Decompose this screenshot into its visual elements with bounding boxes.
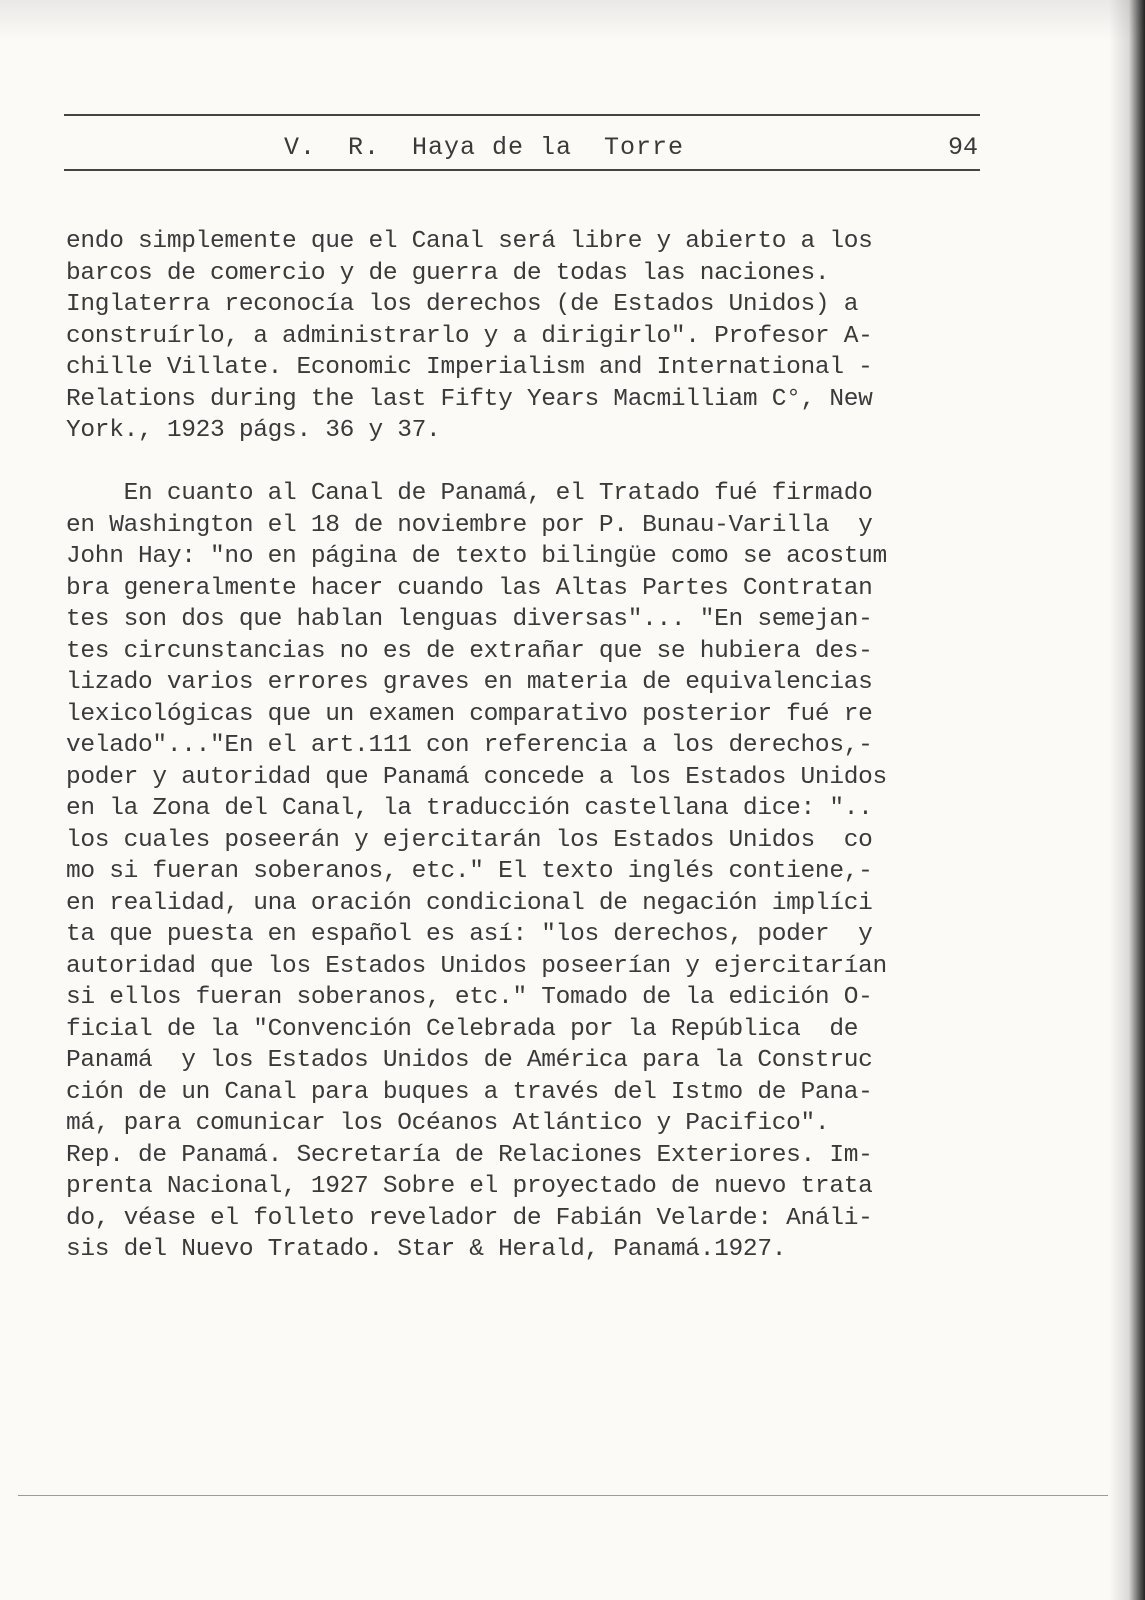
page-edge-shadow	[1109, 0, 1145, 1600]
text-line: endo simplemente que el Canal será libre y abierto a los	[66, 228, 873, 255]
text-line: poder y autoridad que Panamá concede a los Estados Unidos	[66, 763, 887, 791]
text-line: tes son dos que hablan lenguas diversas"... "En semejan-	[66, 606, 873, 633]
text-line: tes circunstancias no es de extrañar que se hubiera des-	[66, 637, 873, 665]
text-line: John Hay: "no en página de texto bilingüe como se acostum	[66, 543, 887, 570]
text-line: Relations during the last Fifty Years Macmilliam C°, New	[66, 385, 873, 413]
text-line: bra generalmente hacer cuando las Altas Partes Contratan	[66, 574, 873, 602]
text-line: York., 1923 págs. 36 y 37.	[66, 417, 441, 444]
text-line: en realidad, una oración condicional de negación implíci	[66, 889, 873, 917]
running-header	[64, 130, 980, 166]
text-line: en la Zona del Canal, la traducción castellana dice: "..	[66, 795, 873, 822]
text-line: Inglaterra reconocía los derechos (de Estados Unidos) a	[66, 291, 859, 318]
footnote-text	[66, 226, 1026, 1266]
header-author: V. R. Haya de la Torre	[284, 133, 685, 162]
text-line: en Washington el 18 de noviembre por P. Bunau-Varilla y	[66, 511, 873, 539]
text-line: Panamá y los Estados Unidos de América para la Construc	[66, 1047, 873, 1074]
text-line: En cuanto al Canal de Panamá, el Tratado fué firmado	[66, 480, 873, 507]
header-rule-top	[64, 114, 980, 116]
text-line: sis del Nuevo Tratado. Star & Herald, Panamá.1927.	[66, 1236, 787, 1263]
text-line: chille Villate. Economic Imperialism and International -	[66, 354, 873, 381]
text-line: má, para comunicar los Océanos Atlántico y Pacifico".	[66, 1110, 830, 1137]
text-line: velado"..."En el art.111 con referencia a los derechos,-	[66, 732, 873, 759]
text-line: si ellos fueran soberanos, etc." Tomado de la edición O-	[66, 984, 873, 1011]
paragraph-gap	[66, 447, 1026, 479]
text-line: construírlo, a administrarlo y a dirigirlo". Profesor A-	[66, 322, 873, 350]
text-line: prenta Nacional, 1927 Sobre el proyectado de nuevo trata	[66, 1173, 873, 1200]
text-line: mo si fueran soberanos, etc." El texto inglés contiene,-	[66, 858, 873, 885]
text-line: los cuales poseerán y ejercitarán los Estados Unidos co	[66, 826, 873, 854]
text-line: lizado varios errores graves en materia de equivalencias	[66, 669, 873, 696]
text-line: ficial de la "Convención Celebrada por la República de	[66, 1015, 859, 1043]
text-line: lexicológicas que un examen comparativo posterior fué re	[66, 700, 873, 728]
text-line: ta que puesta en español es así: "los derechos, poder y	[66, 921, 873, 948]
text-line: do, véase el folleto revelador de Fabián Velarde: Análi-	[66, 1204, 873, 1232]
text-line: Rep. de Panamá. Secretaría de Relaciones Exteriores. Im-	[66, 1141, 873, 1169]
text-line: autoridad que los Estados Unidos poseerían y ejercitarían	[66, 952, 887, 980]
scan-top-noise	[0, 0, 1145, 40]
page-number: 94	[947, 133, 978, 162]
header-rule-bottom	[64, 169, 980, 171]
text-line: barcos de comercio y de guerra de todas las naciones.	[66, 259, 830, 287]
text-line: ción de un Canal para buques a través del Istmo de Pana-	[66, 1078, 873, 1106]
bottom-scan-line	[18, 1495, 1108, 1496]
